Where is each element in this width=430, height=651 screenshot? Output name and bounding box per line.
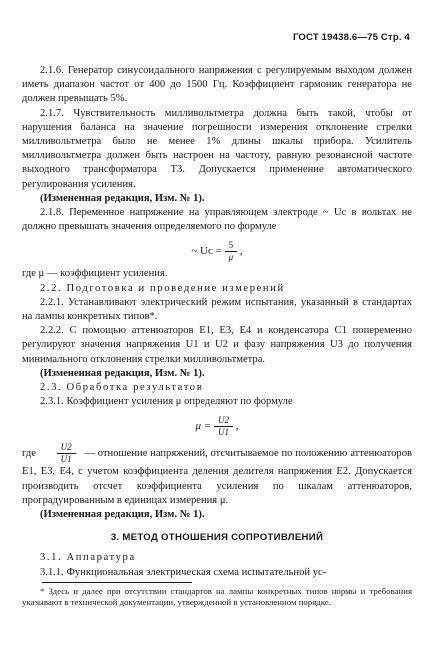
revision-note: (Измененная редакция, Изм. № 1). [40,367,205,379]
formula-mu-fraction [214,415,233,438]
page-header: ГОСТ 19438.6—75 Стр. 4 [292,32,410,43]
formula-uc-denominator: μ [228,252,234,263]
where-ratio-fraction [57,442,76,465]
heading-2-2: 2.2. Подготовка и проведение измерений [40,282,285,294]
formula-uc-numerator: 5 [225,240,238,252]
formula-mu: μ = $\frac{U2}{U1}$ , [195,415,239,438]
where-ratio-text: — отношение напряжений, отсчитываемое по положению аттенюаторов Е1, Е3, Е4, с учетом коэффициента деления делителя напряжения Е2. Допускается производить отсчет коэффициента усиления по шкалам аттенюаторов, проградуированным в единицах измерения μ. [22,448,412,506]
where-ratio [22,442,412,508]
paragraph-2-2-1: 2.2.1. Устанавливают электрический режим испытания, указанный в стандартах на лампы конкретных типов*. [22,296,412,323]
paragraph-3-1-1: 3.1.1. Функциональная электрическая схема испытательной ус- [40,566,327,578]
document-body [22,64,412,609]
heading-3-1: 3.1. Аппаратура [40,552,136,564]
where-mu: где μ — коэффициент усиления. [22,268,168,280]
paragraph-2-1-6: 2.1.6. Генератор синусоидального напряжения с регулируемым выходом должен иметь диапазон частот от 400 до 1500 Гц. Коэффициент гармоник генератора не должен превышать 5%. [22,65,412,105]
footnote: * Здесь и далее при отсутствии стандартов на лампы конкретных типов нормы и требования указывают в технической документации, утвержденной в установленном порядке. [22,585,412,608]
paragraph-2-3-1: 2.3.1. Коэффициент усиления μ определяют по формуле [40,396,293,408]
revision-note: (Измененная редакция, Изм. № 1). [40,192,205,204]
formula-mu-numerator: U2 [214,415,233,427]
revision-note: (Измененная редакция, Изм. № 1). [40,509,205,521]
heading-2-3: 2.3. Обработка результатов [40,382,204,394]
section-3-title: 3. МЕТОД ОТНОШЕНИЯ СОПРОТИВЛЕНИЙ [110,532,324,544]
formula-uc: ~ Uc = $\frac{5}{\mu}$ , [191,240,243,263]
paragraph-2-2-2: 2.2.2. С помощью аттенюаторов Е1, Е3, Е4 и конденсатора С1 попеременно регулируют значения напряжения U1 и U2 и фазу напряжения U3 до получения минимального отклонения стрелки милливольтметра. [22,325,412,365]
paragraph-2-1-8: 2.1.8. Переменное напряжение на управляющем электроде ~ Uc в вольтах не должно превышать значения определяемого по формуле [22,207,412,233]
footnote-divider [42,582,192,583]
where-ratio-denominator: U1 [60,454,72,465]
formula-mu-lhs: μ = [195,420,212,433]
where-ratio-prefix: где [22,448,36,460]
formula-uc-fraction [225,240,238,263]
where-ratio-numerator: U2 [57,442,76,454]
formula-uc-lhs: ~ Uc = [191,245,222,258]
formula-mu-denominator: U1 [217,427,229,438]
paragraph-2-1-7: 2.1.7. Чувствительность милливольтметра должна быть такой, чтобы от нарушения баланса на значение погрешности измерения отклонение стрелки милливольтметра было не менее 1% длины шкалы прибора. Усилитель милливольтметра должен быть настроен на частоту, равную резонансной частоте выходного трансформатора Т3. Допускается применение автоматического регулирования усиления. [22,107,412,190]
